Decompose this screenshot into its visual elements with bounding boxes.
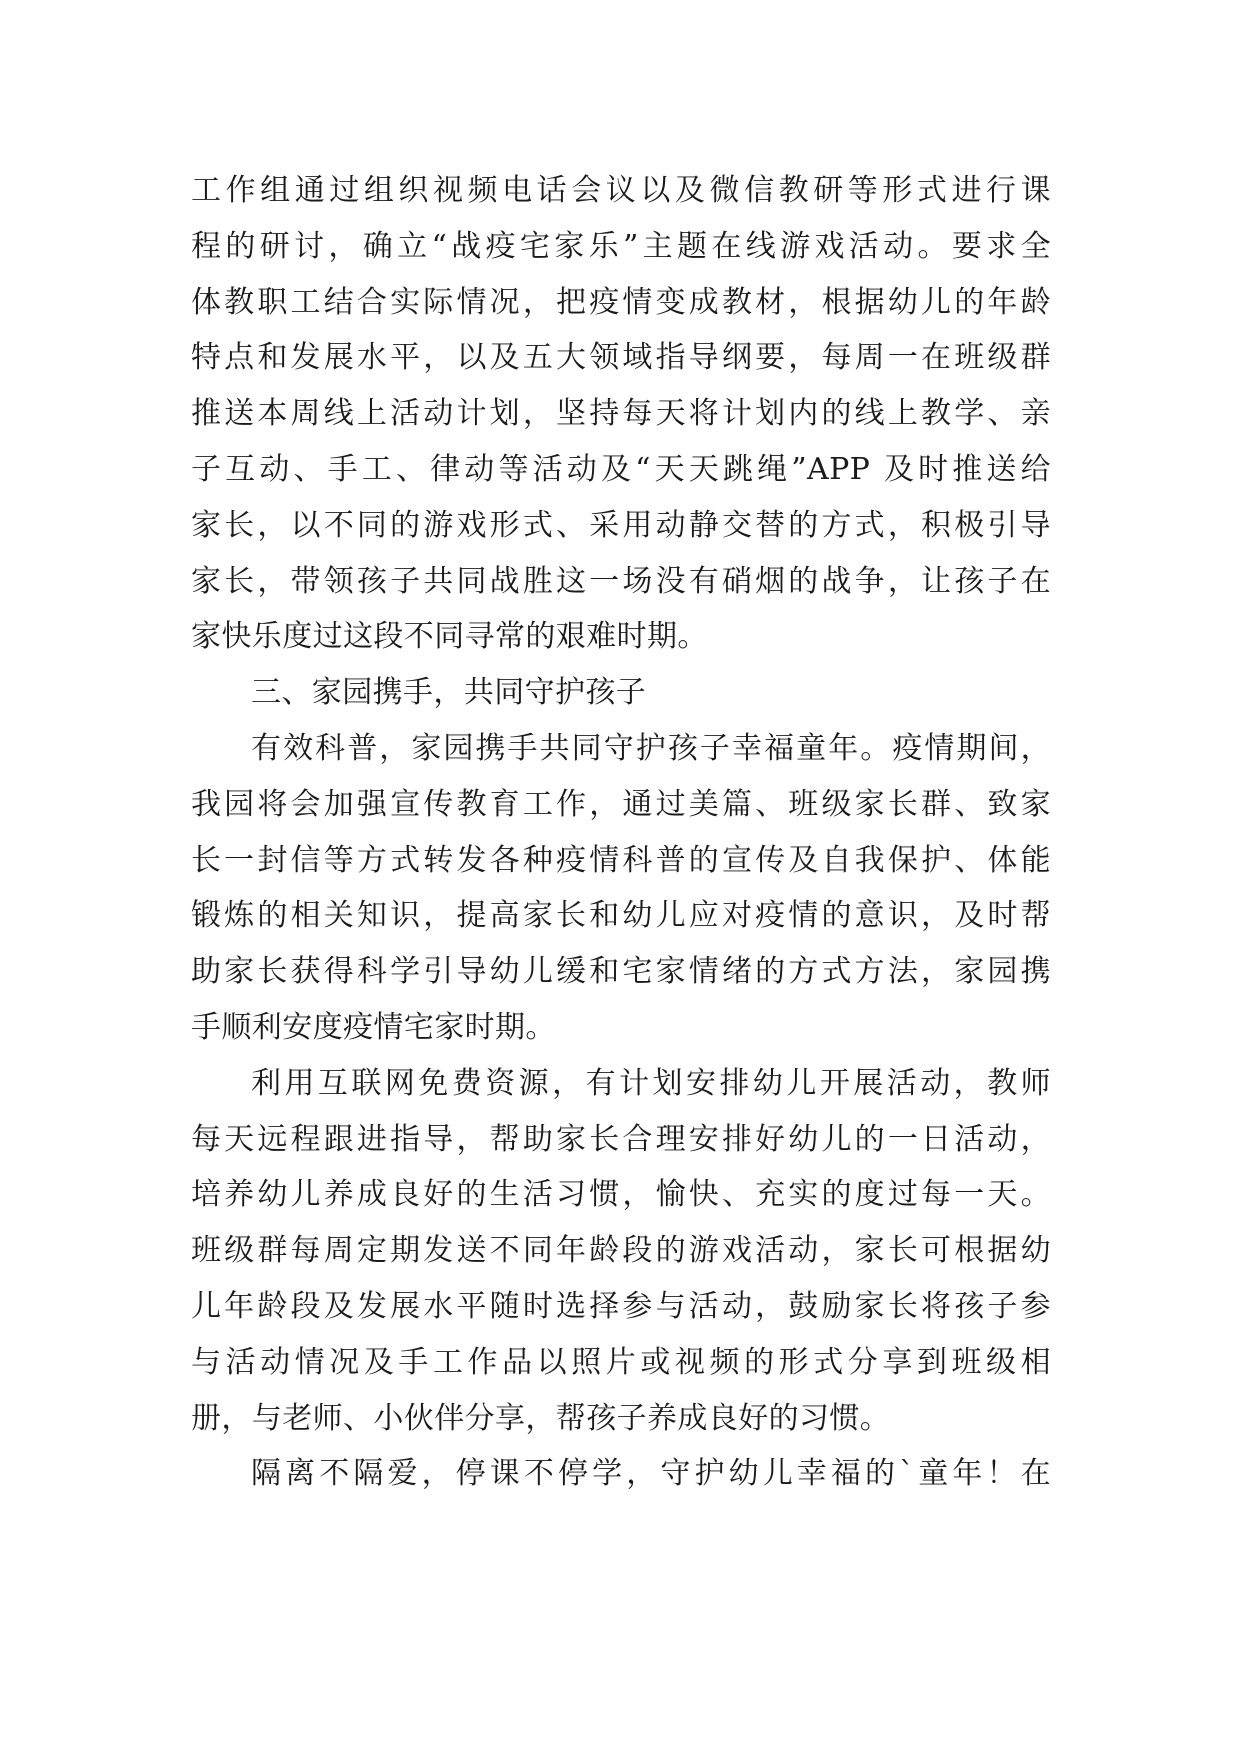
text-line: 班级群每周定期发送不同年龄段的游戏活动，家长可根据幼: [191, 1233, 1051, 1269]
text-line: 培养幼儿养成良好的生活习惯，愉快、充实的度过每一天。: [191, 1177, 1051, 1213]
text-line: 我园将会加强宣传教育工作，通过美篇、班级家长群、致家: [191, 786, 1051, 822]
text-line: 隔离不隔爱，停课不停学，守护幼儿幸福的`童年！在: [251, 1456, 1051, 1492]
text-line: 手顺利安度疫情宅家时期。: [191, 1009, 556, 1045]
text-line: 家快乐度过这段不同寻常的艰难时期。: [191, 619, 708, 655]
text-line: 推送本周线上活动计划，坚持每天将计划内的线上教学、亲: [191, 396, 1051, 432]
text-line: 家长，带领孩子共同战胜这一场没有硝烟的战争，让孩子在: [191, 563, 1051, 599]
document-body: [191, 163, 1051, 1502]
text-line: 体教职工结合实际情况，把疫情变成教材，根据幼儿的年龄: [191, 284, 1051, 320]
text-line: 有效科普，家园携手共同守护孩子幸福童年。疫情期间，: [251, 730, 1051, 766]
section-heading: 三、家园携手，共同守护孩子: [251, 675, 647, 711]
text-line: 助家长获得科学引导幼儿缓和宅家情绪的方式方法，家园携: [191, 954, 1051, 990]
text-line: 程的研讨，确立“战疫宅家乐”主题在线游戏活动。要求全: [191, 228, 1051, 264]
text-line: 锻炼的相关知识，提高家长和幼儿应对疫情的意识，及时帮: [191, 898, 1051, 934]
text-line: 每天远程跟进指导，帮助家长合理安排好幼儿的一日活动，: [191, 1121, 1051, 1157]
text-line: 利用互联网免费资源，有计划安排幼儿开展活动，教师: [251, 1065, 1051, 1101]
text-line: 儿年龄段及发展水平随时选择参与活动，鼓励家长将孩子参: [191, 1288, 1051, 1324]
text-line: 家长，以不同的游戏形式、采用动静交替的方式，积极引导: [191, 507, 1051, 543]
text-line: 特点和发展水平，以及五大领域指导纲要，每周一在班级群: [191, 340, 1051, 376]
text-line: 子互动、手工、律动等活动及“天天跳绳”APP 及时推送给: [191, 451, 1051, 487]
text-line: 工作组通过组织视频电话会议以及微信教研等形式进行课: [191, 173, 1051, 208]
text-line: 与活动情况及手工作品以照片或视频的形式分享到班级相: [191, 1344, 1051, 1380]
text-line: 册，与老师、小伙伴分享，帮孩子养成良好的习惯。: [191, 1400, 891, 1436]
text-line: 长一封信等方式转发各种疫情科普的宣传及自我保护、体能: [191, 842, 1051, 878]
